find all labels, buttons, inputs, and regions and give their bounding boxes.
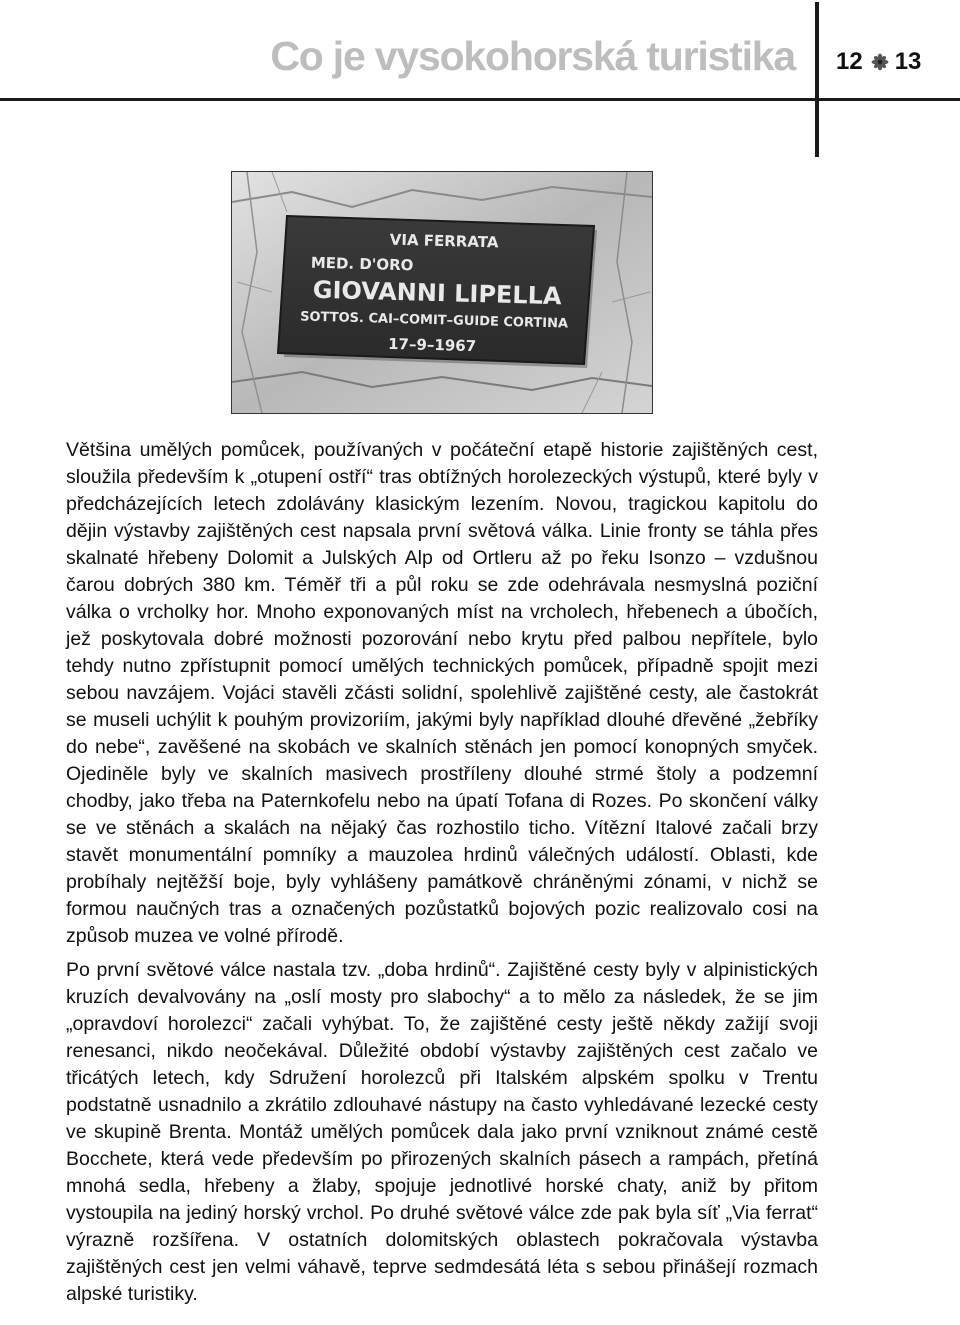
page-title: Co je vysokohorská turistika xyxy=(270,33,795,79)
paragraph-2: Po první světové válce nastala tzv. „doba hrdinů“. Zajištěné cesty byly v alpinistických kruzích devalvovány na „oslí mosty pro slabochy“ a to mělo za následek, že se jim „opravdoví horolezci“ začali vyhýbat. To, že zajištěné cesty ještě někdy zažijí svoji renesanci, nikdo neočekával. Důležité období výstavby zajištěných cest začalo ve třicátých letech, kdy Sdružení horolezců při Italském alpském spolku v Trentu podstatně usnadnilo a zkrátilo zdlouhavé nástupy na často vyhledávané lezecké cesty ve skupině Brenta. Montáž umělých pomůcek dala jako první vzniknout známé cestě Bocchete, která vede především po přirozených skalních pásech a rampách, přetíná mnohá sedla, hřebeny a žlaby, spojuje jednotlivé horské chaty, aniž by přitom vystoupila na jediný horský vrchol. Po druhé světové válce zde pak byla síť „Via ferrat“ výrazně rozšířena. V ostatních dolomitských oblastech pokračovala výstavba zajištěných cest jen velmi váhavě, teprve sedmdesátá léta s sebou přinášejí rozmach alpské turistiky. xyxy=(66,959,818,1305)
header-vertical-rule xyxy=(815,2,819,157)
page-number-left: 12 xyxy=(836,48,863,75)
plaque-line-1: VIA FERRATA xyxy=(389,230,499,252)
paragraph-1: Většina umělých pomůcek, používaných v počáteční etapě historie zajištěných cest, sloužila především k „otupení ostří“ tras obtížných horolezeckých výstupů, které byly v předcházejících letech zdolávány klasickým lezením. Novou, tragickou kapitolu do dějin výstavby zajištěných cest napsala první světová válka. Linie fronty se táhla přes skalnaté hřebeny Dolomit a Julských Alp od Ortleru až po řeku Isonzo – vzdušnou čarou dobrých 380 km. Téměř tři a půl roku se zde odehrávala nesmyslná poziční válka o vrcholky hor. Mnoho exponovaných míst na vrcholech, hřebenech a úbočích, jež poskytovala dobré možnosti pozorování nebo krytu před palbou nepřítele, bylo tehdy nutno zpřístupnit pomocí umělých technických pomůcek, případně spojit mezi sebou navzájem. Vojáci stavěli zčásti solidní, spolehlivě zajištěné cesty, ale častokrát se museli uchýlit k pouhým provizoriím, jakými byly například dlouhé dřevěné „žebříky do nebe“, zavěšené na skobách ve skalních stěnách jen pomocí konopných smyček. Ojediněle byly ve skalních masivech prostříleny dlouhé strmé štoly a podzemní chodby, jako třeba na Paternkofelu nebo na úpatí Tofana di Rozes. Po skončení války se ve stěnách a skalách na nějaký čas rozhostilo ticho. Vítězní Italové začali brzy stavět monumentální pomníky a mauzolea hrdinů válečných událostí. Oblasti, kde probíhaly nejtěžší boje, byly vyhlášeny památkově chráněnými zónami, v nichž se formou naučných tras a označených pozůstatků bojových pozic realizovalo cosi na způsob muzea ve volné přírodě. xyxy=(66,439,818,947)
memorial-plaque-photo xyxy=(231,171,653,414)
page-numbers xyxy=(836,47,921,77)
plaque-line-5: 17–9–1967 xyxy=(387,334,477,356)
edelweiss-icon xyxy=(871,53,889,71)
plaque-line-3: GIOVANNI LIPELLA xyxy=(312,275,562,311)
article-body xyxy=(66,437,818,1308)
plaque-line-2: MED. D'ORO xyxy=(310,253,414,275)
plaque-line-4: SOTTOS. CAI–COMIT–GUIDE CORTINA xyxy=(299,309,569,332)
page-number-right: 13 xyxy=(894,48,922,75)
